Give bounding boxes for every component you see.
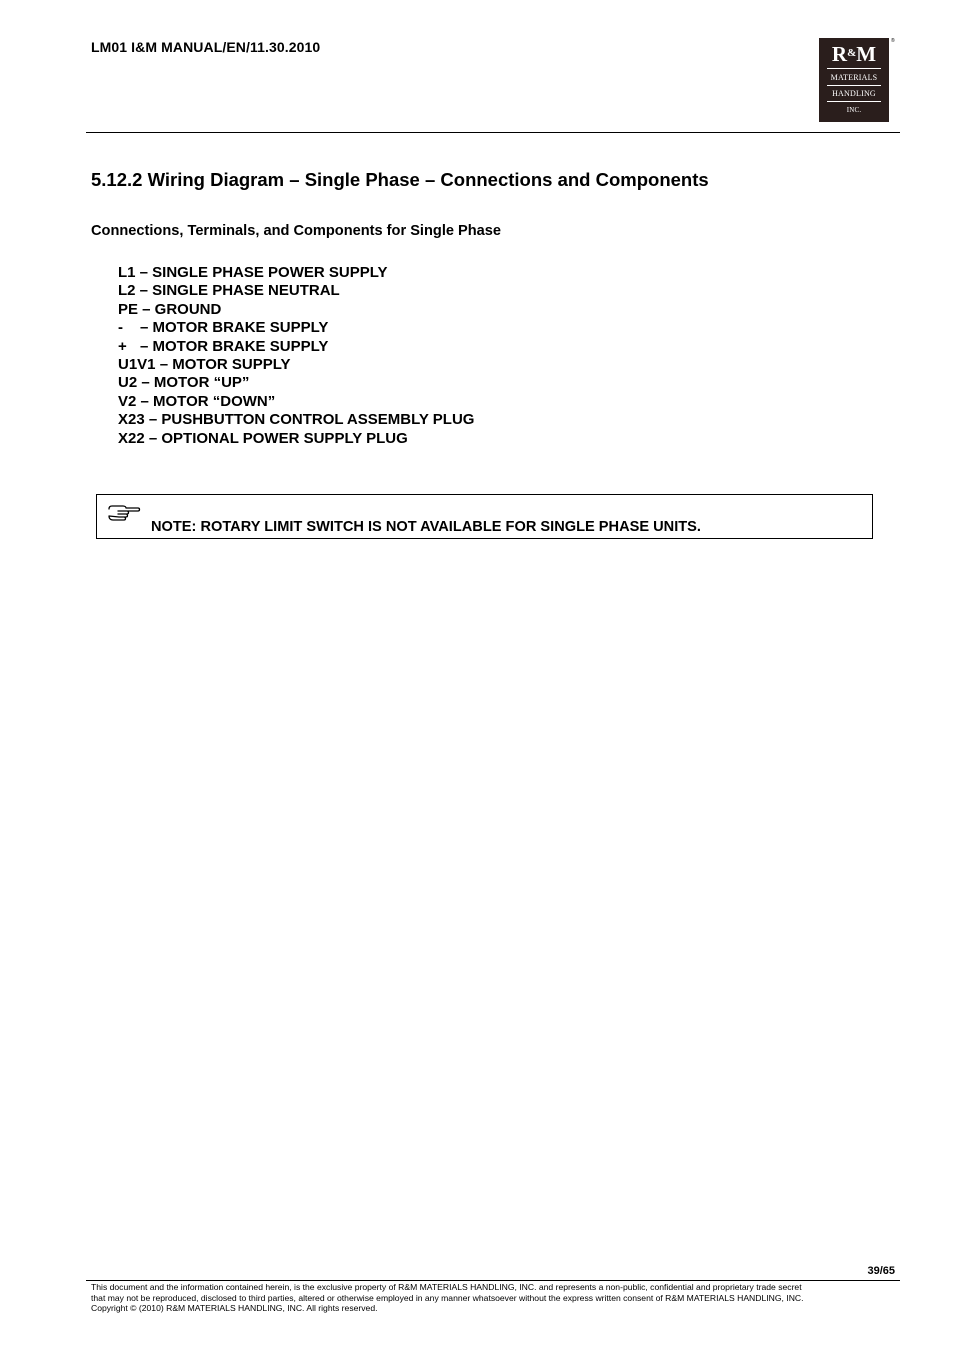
list-item: V2 – MOTOR “DOWN”	[118, 392, 276, 410]
footer-line: that may not be reproduced, disclosed to third parties, altered or otherwise employed in any manner whatsoever without the express written consent of R&M MATERIALS HANDLING, INC.	[91, 1292, 804, 1303]
footer-line: This document and the information contained herein, is the exclusive property of R&M MATERIALS HANDLING, INC. and represents a non-public, confidential and proprietary trade secret	[91, 1282, 802, 1292]
header-divider	[86, 132, 900, 133]
note-box	[96, 494, 873, 539]
section-title: 5.12.2 Wiring Diagram – Single Phase – Connections and Components	[91, 169, 709, 190]
list-item: X22 – OPTIONAL POWER SUPPLY PLUG	[118, 429, 408, 447]
section-subtitle: Connections, Terminals, and Components for Single Phase	[91, 223, 502, 239]
list-item	[118, 319, 474, 337]
logo-divider	[827, 101, 881, 102]
list-item: L1 – SINGLE PHASE POWER SUPPLY	[118, 264, 388, 281]
term-text: – MOTOR BRAKE SUPPLY	[140, 337, 329, 355]
list-item: U2 – MOTOR “UP”	[118, 374, 250, 392]
logo-amp: &	[847, 47, 857, 59]
list-item: U1V1 – MOTOR SUPPLY	[118, 356, 291, 374]
logo-divider	[827, 68, 881, 69]
terms-list	[118, 264, 474, 448]
logo-materials: MATERIALS	[830, 73, 878, 82]
list-item: L2 – SINGLE PHASE NEUTRAL	[118, 282, 340, 300]
company-logo	[819, 38, 889, 122]
document-id: LM01 I&M MANUAL/EN/11.30.2010	[91, 39, 321, 55]
registered-mark: ®	[891, 38, 895, 44]
note-text: NOTE: ROTARY LIMIT SWITCH IS NOT AVAILABLE FOR SINGLE PHASE UNITS.	[151, 519, 701, 535]
logo-divider	[827, 85, 881, 86]
list-item: X23 – PUSHBUTTON CONTROL ASSEMBLY PLUG	[118, 411, 475, 429]
term-symbol: -	[118, 319, 123, 337]
logo-handling: HANDLING	[832, 89, 876, 98]
pointing-hand-icon	[107, 503, 141, 525]
list-item	[118, 338, 474, 356]
footer-line: Copyright © (2010) R&M MATERIALS HANDLING, INC. All rights reserved.	[91, 1303, 378, 1314]
logo-m: M	[856, 42, 877, 66]
list-item: PE – GROUND	[118, 300, 222, 318]
page-number: 39/65	[867, 1265, 895, 1277]
term-symbol: +	[118, 337, 127, 355]
logo-r: R	[831, 42, 848, 66]
footer-disclaimer	[91, 1282, 901, 1314]
logo-inc: INC.	[846, 106, 862, 114]
footer-divider	[86, 1280, 900, 1281]
term-text: – MOTOR BRAKE SUPPLY	[140, 319, 329, 337]
